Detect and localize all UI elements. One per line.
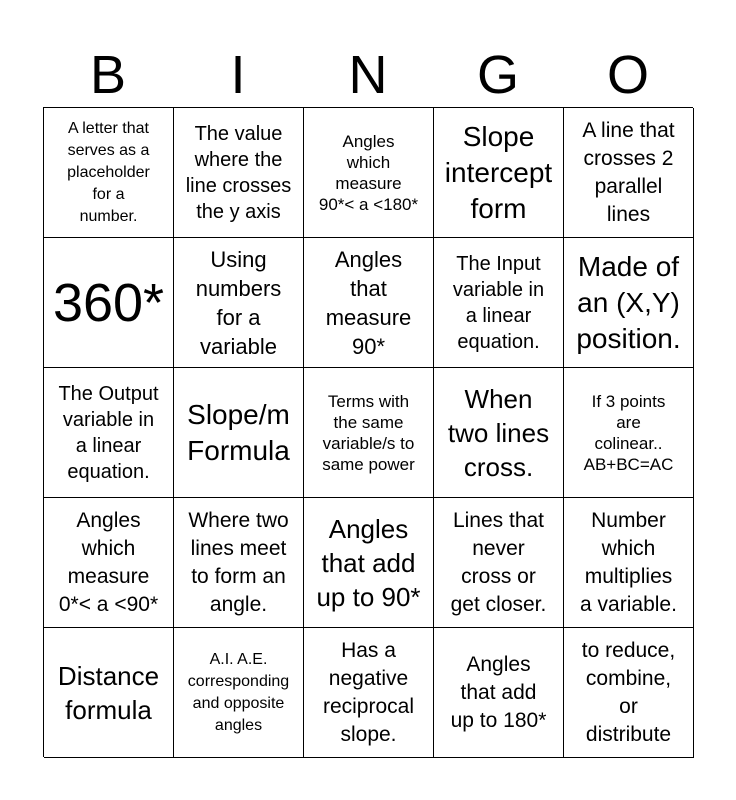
cell-text: Slope/m Formula [187,398,290,466]
bingo-cell-r2-c5[interactable] [564,238,694,368]
header-letter-o: O [606,45,649,105]
bingo-cell-r4-c5[interactable] [564,498,694,628]
cell-text: Where two lines meet to form an angle. [188,508,289,616]
cell-text: Angles which measure 0*< a <90* [58,508,159,616]
cell-text: Angles that add up to 90* [316,513,421,612]
cell-text: Distance formula [57,660,160,725]
cell-text: 360* [52,272,165,333]
cell-text: Made of an (X,Y) position. [576,250,681,354]
bingo-cell-r4-c1[interactable] [44,498,174,628]
cell-text: Has a negative reciprocal slope. [322,638,415,746]
bingo-cell-r3-c3[interactable] [304,368,434,498]
bingo-cell-r5-c1[interactable] [44,628,174,758]
cell-text: The Input variable in a linear equation. [452,252,545,353]
bingo-cell-r3-c1[interactable] [44,368,174,498]
cell-text: A.I. A.E. corresponding and opposite angles [187,650,290,734]
bingo-board [43,107,693,757]
cell-text: The value where the line crosses the y axis [185,122,292,223]
bingo-cell-r1-c1[interactable] [44,108,174,238]
bingo-cell-r2-c4[interactable] [434,238,564,368]
cell-text: to reduce, combine, or distribute [581,638,676,746]
bingo-cell-r5-c4[interactable] [434,628,564,758]
cell-text: A line that crosses 2 parallel lines [582,118,675,226]
bingo-cell-r5-c5[interactable] [564,628,694,758]
bingo-cell-r3-c2[interactable] [174,368,304,498]
bingo-cell-r2-c2[interactable] [174,238,304,368]
bingo-cell-r3-c5[interactable] [564,368,694,498]
cell-text: The Output variable in a linear equation. [58,382,159,483]
bingo-cell-r5-c3[interactable] [304,628,434,758]
bingo-cell-r3-c4[interactable] [434,368,564,498]
header-letter-n: N [348,45,388,105]
cell-text: When two lines cross. [447,383,550,482]
header-letter-i: I [230,45,246,105]
cell-text: Terms with the same variable/s to same power [322,391,415,474]
bingo-cell-r1-c2[interactable] [174,108,304,238]
bingo-cell-r1-c3[interactable] [304,108,434,238]
cell-text: Angles which measure 90*< a <180* [318,131,419,214]
bingo-cell-r4-c4[interactable] [434,498,564,628]
cell-text: Lines that never cross or get closer. [450,508,547,616]
header-letter-b: B [89,45,127,105]
bingo-header [43,42,693,108]
cell-text: A letter that serves as a placeholder for a number. [67,119,150,225]
cell-text: Using numbers for a variable [195,246,282,359]
bingo-cell-r2-c1[interactable] [44,238,174,368]
cell-text: If 3 points are colinear.. AB+BC=AC [583,391,674,474]
bingo-cell-r4-c2[interactable] [174,498,304,628]
cell-text: Angles that measure 90* [325,246,412,359]
bingo-cell-r2-c3[interactable] [304,238,434,368]
bingo-cell-r4-c3[interactable] [304,498,434,628]
cell-text: Slope intercept form [444,120,553,224]
header-letter-g: G [476,45,519,105]
cell-text: Number which multiplies a variable. [580,508,677,616]
cell-text: Angles that add up to 180* [450,652,547,732]
bingo-cell-r1-c5[interactable] [564,108,694,238]
bingo-cell-r1-c4[interactable] [434,108,564,238]
bingo-cell-r5-c2[interactable] [174,628,304,758]
